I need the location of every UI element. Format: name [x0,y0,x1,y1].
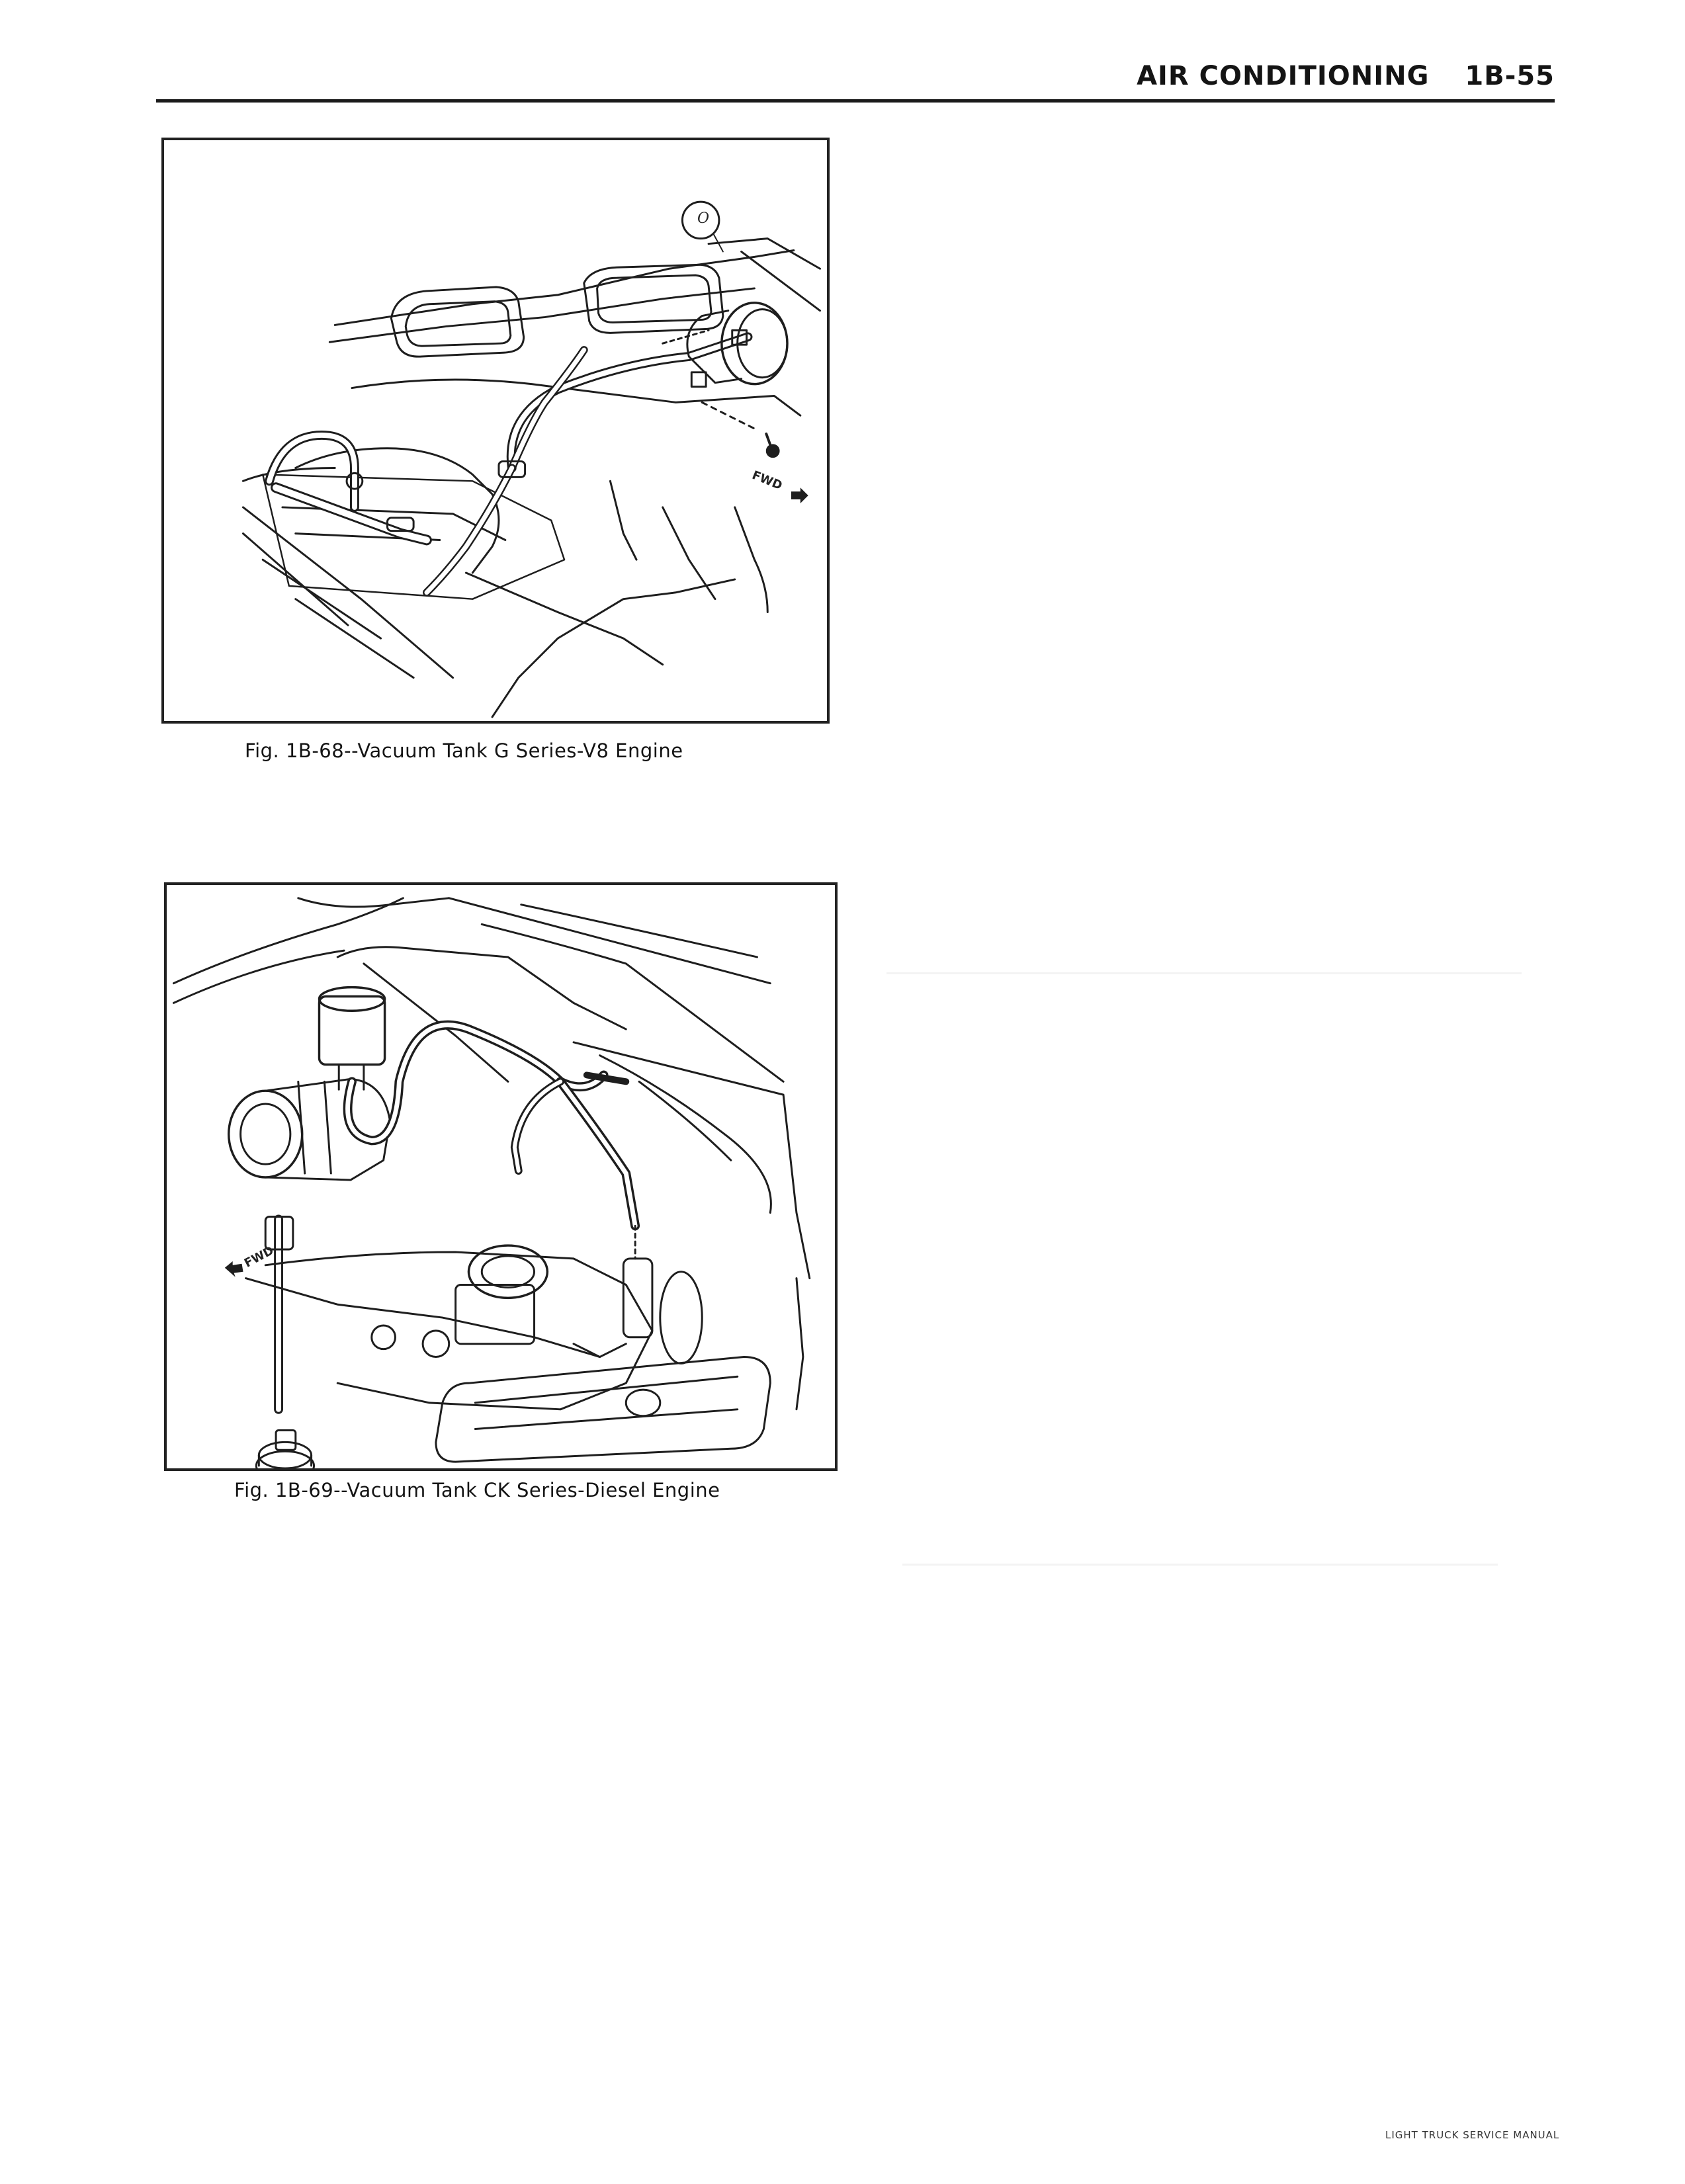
fwd-label: FWD [750,468,785,493]
section-title: AIR CONDITIONING [1137,61,1430,91]
figure-vacuum-tank-ck-series [164,882,838,1471]
bleed-through-mark [902,1564,1498,1566]
page-number: 1B-55 [1465,61,1555,91]
header-rule [156,99,1555,103]
figure-caption: Fig. 1B-68--Vacuum Tank G Series-V8 Engine [245,739,683,762]
figure-caption: Fig. 1B-69--Vacuum Tank CK Series-Diesel Engine [234,1479,720,1501]
header-title [1137,61,1555,91]
manual-footer: LIGHT TRUCK SERVICE MANUAL [1385,2129,1560,2141]
callout-label: O [697,210,710,227]
figure-vacuum-tank-g-series [161,138,830,724]
engine-illustration-ck-series [167,885,835,1468]
fwd-label: FWD [241,1243,277,1271]
page-header [156,61,1555,99]
bleed-through-mark [886,972,1522,974]
engine-illustration-g-series [164,140,827,721]
